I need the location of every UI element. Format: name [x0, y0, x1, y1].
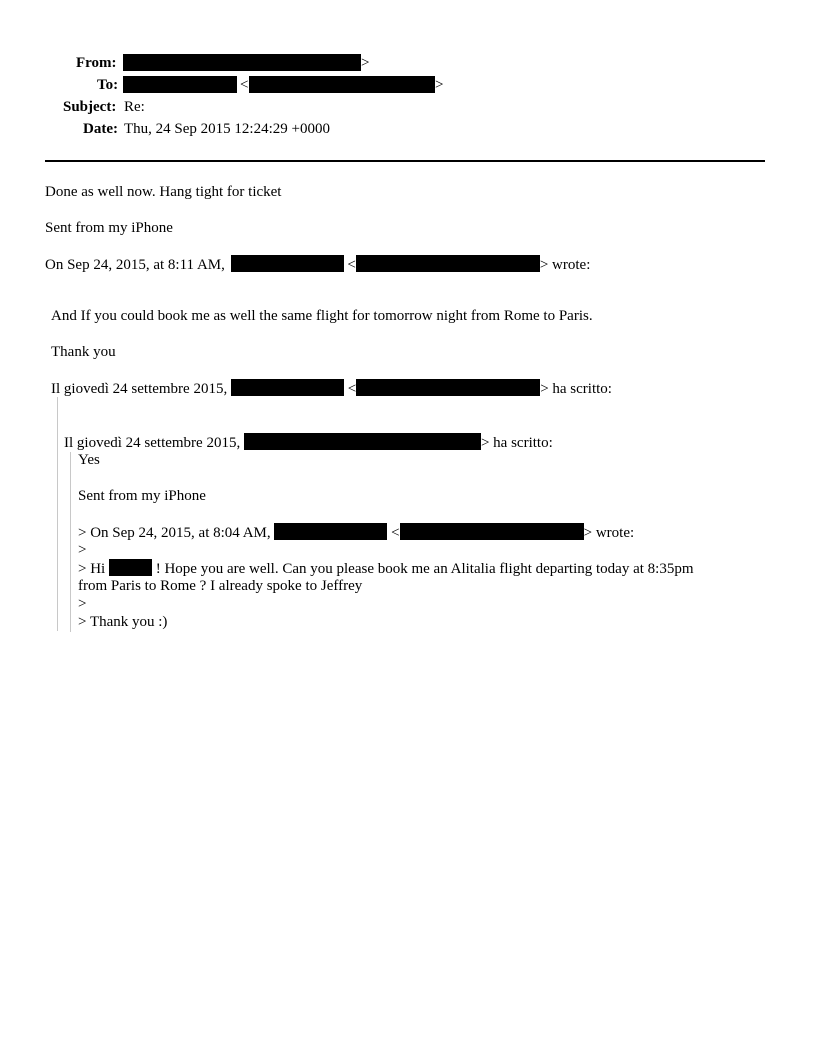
- redacted-sender-email-1: [356, 255, 540, 272]
- reply-attribution-1-lt: <: [347, 257, 356, 273]
- redacted-to-name: [123, 76, 237, 93]
- quote-bar-level-1: [57, 397, 58, 631]
- reply-attribution-1-suffix: > wrote:: [539, 257, 591, 273]
- subject-row: [0, 97, 816, 117]
- quote2-yes: Yes: [78, 452, 100, 468]
- quote1-line-thanks: Thank you: [51, 344, 116, 360]
- redacted-to-email: [249, 76, 435, 93]
- redacted-sender-email-4: [400, 523, 584, 540]
- quote3-gt-2: >: [78, 596, 87, 612]
- quote3-attribution-lt: <: [391, 525, 400, 541]
- quote3-hi-line: [78, 559, 694, 578]
- to-row: [0, 75, 816, 95]
- reply-attribution-1-prefix: On Sep 24, 2015, at 8:11 AM,: [45, 257, 225, 273]
- to-gt: >: [435, 77, 444, 93]
- redacted-sender-email-2: [356, 379, 540, 396]
- quote3-hi-continuation: from Paris to Rome ? I already spoke to Jeffrey: [78, 578, 363, 594]
- redacted-sender-name-4: [274, 523, 387, 540]
- from-suffix: >: [361, 55, 370, 71]
- redacted-sender-name-2: [231, 379, 344, 396]
- quote1-attribution-suffix: > ha scritto:: [540, 381, 612, 397]
- quote3-attribution-suffix: > wrote:: [583, 525, 635, 541]
- quote1-attribution-lt: <: [347, 381, 357, 397]
- quote2-attribution: [64, 433, 553, 452]
- quote3-thank-you: > Thank you :): [78, 614, 168, 630]
- redacted-from-name: [123, 54, 361, 71]
- quote2-sent-from-iphone: Sent from my iPhone: [78, 488, 206, 504]
- redacted-recipient-name: [109, 559, 152, 576]
- to-label: To:: [97, 77, 119, 93]
- quote1-attribution: [51, 379, 612, 398]
- redacted-sender-email-3: [244, 433, 481, 450]
- quote-bar-level-2: [70, 452, 71, 632]
- quote1-attribution-prefix: Il giovedì 24 settembre 2015,: [51, 381, 228, 397]
- quote3-attribution: [78, 523, 634, 542]
- from-label: From:: [76, 55, 117, 71]
- quote3-hi-prefix: > Hi: [78, 561, 106, 577]
- date-row: [0, 119, 816, 139]
- subject-label: Subject:: [63, 99, 117, 115]
- date-value: Thu, 24 Sep 2015 12:24:29 +0000: [124, 121, 330, 137]
- quote1-line-request: And If you could book me as well the same flight for tomorrow night from Rome to Paris.: [51, 308, 593, 324]
- from-row: [0, 53, 816, 73]
- subject-value: Re:: [124, 99, 145, 115]
- body-line-sent-from-iphone: Sent from my iPhone: [45, 220, 173, 236]
- body-line-done: Done as well now. Hang tight for ticket: [45, 184, 282, 200]
- quote2-attribution-prefix: Il giovedì 24 settembre 2015,: [64, 435, 241, 451]
- redacted-sender-name-1: [231, 255, 344, 272]
- date-label: Date:: [83, 121, 118, 137]
- to-lt: <: [240, 77, 249, 93]
- quote2-attribution-suffix: > ha scritto:: [480, 435, 553, 451]
- header-divider: [45, 160, 765, 162]
- quote3-hi-rest: ! Hope you are well. Can you please book me an Alitalia flight departing today at 8:35pm: [155, 561, 694, 577]
- quote3-gt-1: >: [78, 542, 87, 558]
- reply-attribution-1: [45, 255, 590, 274]
- quote3-attribution-prefix: > On Sep 24, 2015, at 8:04 AM,: [78, 525, 271, 541]
